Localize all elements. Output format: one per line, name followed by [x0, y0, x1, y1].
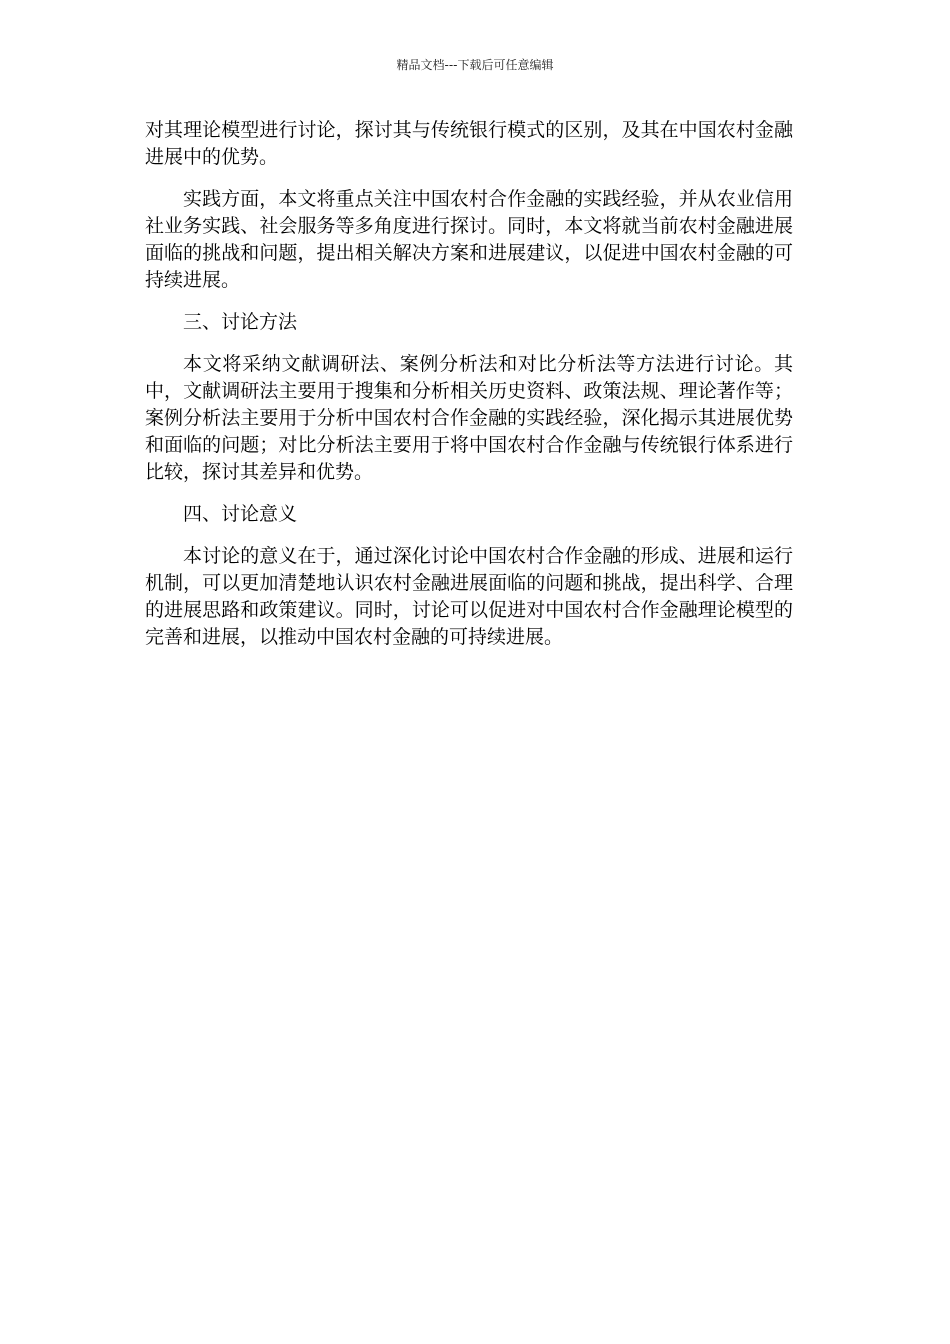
section-heading-methods: 三、讨论方法 — [183, 311, 298, 333]
paragraph-significance: 本讨论的意义在于，通过深化讨论中国农村合作金融的形成、进展和运行机制，可以更加清楚地认识农村金融进展面临的问题和挑战，提出科学、合理的进展思路和政策建议。同时，讨论可以促进对中国农村合作金融理论模型的完善和进展，以推动中国农村金融的可持续进展。 — [145, 545, 793, 648]
paragraph-methods: 本文将采纳文献调研法、案例分析法和对比分析法等方法进行讨论。其中，文献调研法主要用于搜集和分析相关历史资料、政策法规、理论著作等；案例分析法主要用于分析中国农村合作金融的实践经验，深化揭示其进展优势和面临的问题；对比分析法主要用于将中国农村合作金融与传统银行体系进行比较，探讨其差异和优势。 — [145, 353, 793, 483]
paragraph-practice: 实践方面，本文将重点关注中国农村合作金融的实践经验，并从农业信用社业务实践、社会服务等多角度进行探讨。同时，本文将就当前农村金融进展面临的挑战和问题，提出相关解决方案和进展建议，以促进中国农村金融的可持续进展。 — [145, 188, 793, 291]
section-heading-significance: 四、讨论意义 — [183, 503, 298, 525]
paragraph-continuation: 对其理论模型进行讨论，探讨其与传统银行模式的区别，及其在中国农村金融进展中的优势。 — [145, 119, 793, 168]
document-body — [145, 117, 793, 666]
page-header: 精品文档---下载后可任意编辑 — [396, 58, 554, 72]
